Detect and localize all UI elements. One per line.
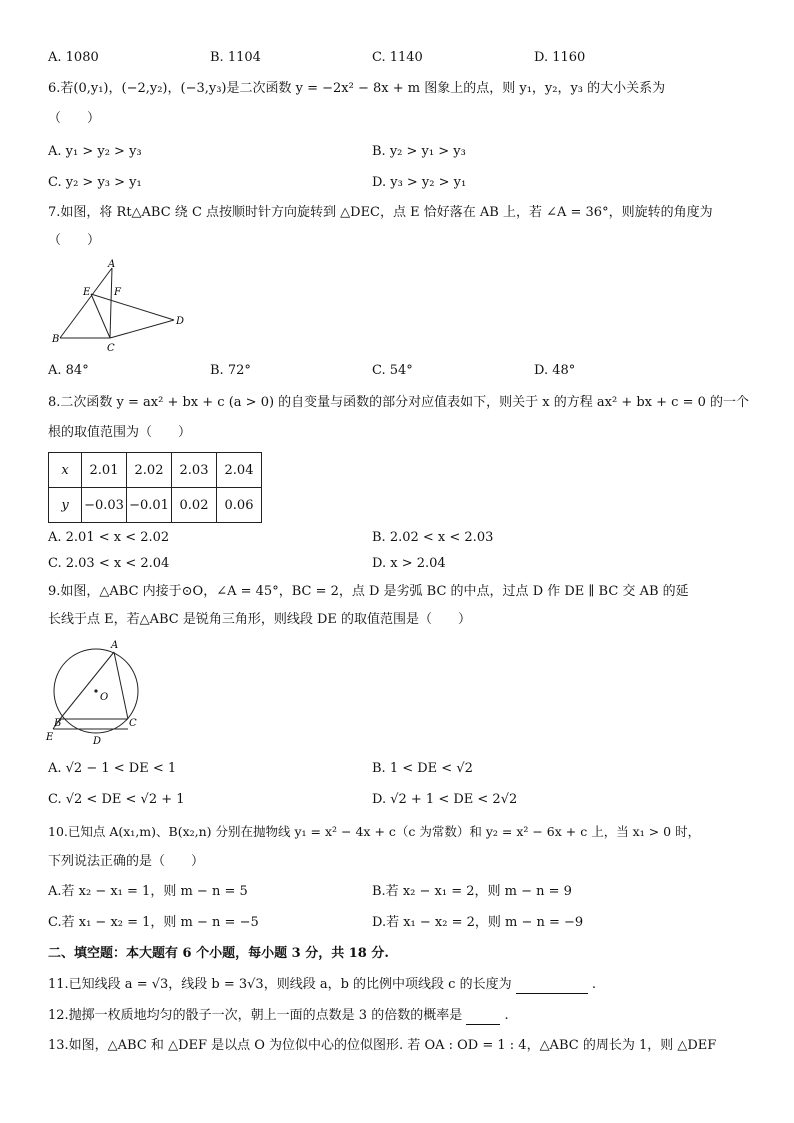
table-row (49, 488, 262, 523)
q9-label-d: D (93, 736, 102, 747)
q7-bracket: （ ） (48, 233, 101, 248)
table-cell: 2.04 (217, 453, 262, 488)
table-cell: 0.06 (217, 488, 262, 523)
q12-answer-blank[interactable] (466, 1010, 500, 1025)
q7-rotation-figure (50, 258, 200, 358)
q7-label-d: D (176, 316, 185, 327)
q11-line (48, 976, 596, 994)
q11-answer-blank[interactable] (516, 979, 588, 994)
q12-stem: 12.抛掷一枚质地均匀的骰子一次，朝上一面的点数是 3 的倍数的概率是 (48, 1008, 463, 1023)
q10-option-a[interactable]: A.若 x₂ − x₁ = 1，则 m − n = 5 (48, 884, 248, 899)
q12-line (48, 1007, 509, 1025)
q9-label-o: O (100, 692, 109, 703)
table-row (49, 453, 262, 488)
q9-option-a[interactable]: A. √2 − 1 < DE < 1 (48, 761, 177, 776)
q6-option-b[interactable]: B. y₂ > y₁ > y₃ (372, 144, 466, 159)
table-cell: 2.03 (172, 453, 217, 488)
table-head-y: y (49, 488, 82, 523)
q7-label-a: A (108, 259, 116, 270)
q7-option-d[interactable]: D. 48° (534, 363, 576, 378)
q8-option-b[interactable]: B. 2.02 < x < 2.03 (372, 530, 494, 545)
q7-stem: 7.如图，将 Rt△ABC 绕 C 点按顺时针方向旋转到 △DEC，点 E 恰好落在 AB 上，若 ∠A = 36°，则旋转的角度为 (48, 205, 713, 220)
q8-option-a[interactable]: A. 2.01 < x < 2.02 (48, 530, 170, 545)
q5-option-d[interactable]: D. 1160 (534, 50, 586, 65)
table-cell: 2.02 (127, 453, 172, 488)
table-cell: −0.01 (127, 488, 172, 523)
q7-label-c: C (107, 343, 115, 354)
q9-label-b: B (54, 718, 62, 729)
q9-option-d[interactable]: D. √2 + 1 < DE < 2√2 (372, 792, 518, 807)
q8-stem-cont: 根的取值范围为（ ） (48, 425, 192, 440)
q6-stem: 6.若(0,y₁)，(−2,y₂)，(−3,y₃)是二次函数 y = −2x² − 8x + m 图象上的点，则 y₁，y₂，y₃ 的大小关系为 (48, 81, 666, 96)
q12-end: . (504, 1008, 509, 1023)
q7-label-e: E (83, 287, 91, 298)
q7-label-f: F (114, 287, 121, 298)
q11-end: . (591, 977, 597, 992)
q9-circle-figure (44, 636, 154, 748)
q9-option-b[interactable]: B. 1 < DE < √2 (372, 761, 473, 776)
q13-stem: 13.如图，△ABC 和 △DEF 是以点 O 为位似中心的位似图形. 若 OA : OD = 1 : 4，△ABC 的周长为 1，则 △DEF (48, 1038, 717, 1053)
q8-value-table (48, 452, 262, 523)
section-heading: 二、填空题：本大题有 6 个小题，每小题 3 分，共 18 分. (48, 946, 389, 961)
q10-option-b[interactable]: B.若 x₂ − x₁ = 2，则 m − n = 9 (372, 884, 572, 899)
q10-option-d[interactable]: D.若 x₁ − x₂ = 2，则 m − n = −9 (372, 915, 584, 930)
q10-option-c[interactable]: C.若 x₁ − x₂ = 1，则 m − n = −5 (48, 915, 259, 930)
q10-stem: 10.已知点 A(x₁,m)、B(x₂,n) 分别在抛物线 y₁ = x² − 4x + c（c 为常数）和 y₂ = x² − 6x + c 上，当 x₁ > 0 时， (48, 824, 701, 839)
q7-label-b: B (52, 334, 60, 345)
table-head-x: x (49, 453, 82, 488)
q7-option-a[interactable]: A. 84° (48, 363, 89, 378)
table-cell: 2.01 (82, 453, 127, 488)
q5-option-b[interactable]: B. 1104 (210, 50, 261, 65)
q7-option-b[interactable]: B. 72° (210, 363, 251, 378)
table-cell: −0.03 (82, 488, 127, 523)
q8-option-d[interactable]: D. x > 2.04 (372, 556, 446, 571)
q9-label-e: E (46, 732, 54, 743)
q7-option-c[interactable]: C. 54° (372, 363, 413, 378)
table-cell: 0.02 (172, 488, 217, 523)
q6-option-d[interactable]: D. y₃ > y₂ > y₁ (372, 175, 467, 190)
q8-option-c[interactable]: C. 2.03 < x < 2.04 (48, 556, 170, 571)
q9-option-c[interactable]: C. √2 < DE < √2 + 1 (48, 792, 185, 807)
q10-stem-cont: 下列说法正确的是（ ） (48, 854, 205, 869)
q9-stem-cont: 长线于点 E，若△ABC 是锐角三角形，则线段 DE 的取值范围是（ ） (48, 612, 472, 627)
q9-label-c: C (129, 718, 137, 729)
q5-option-a[interactable]: A. 1080 (48, 50, 99, 65)
q11-stem: 11.已知线段 a = √3，线段 b = 3√3，则线段 a，b 的比例中项线段 c 的长度为 (48, 977, 512, 992)
q6-bracket: （ ） (48, 111, 101, 126)
q5-option-c[interactable]: C. 1140 (372, 50, 423, 65)
q9-stem: 9.如图，△ABC 内接于⊙O，∠A = 45°，BC = 2，点 D 是劣弧 BC 的中点，过点 D 作 DE ∥ BC 交 AB 的延 (48, 584, 689, 599)
q6-option-a[interactable]: A. y₁ > y₂ > y₃ (48, 144, 142, 159)
q6-option-c[interactable]: C. y₂ > y₃ > y₁ (48, 175, 142, 190)
q8-stem: 8.二次函数 y = ax² + bx + c (a > 0) 的自变量与函数的部分对应值表如下，则关于 x 的方程 ax² + bx + c = 0 的一个 (48, 395, 749, 410)
q9-label-a: A (111, 640, 119, 651)
